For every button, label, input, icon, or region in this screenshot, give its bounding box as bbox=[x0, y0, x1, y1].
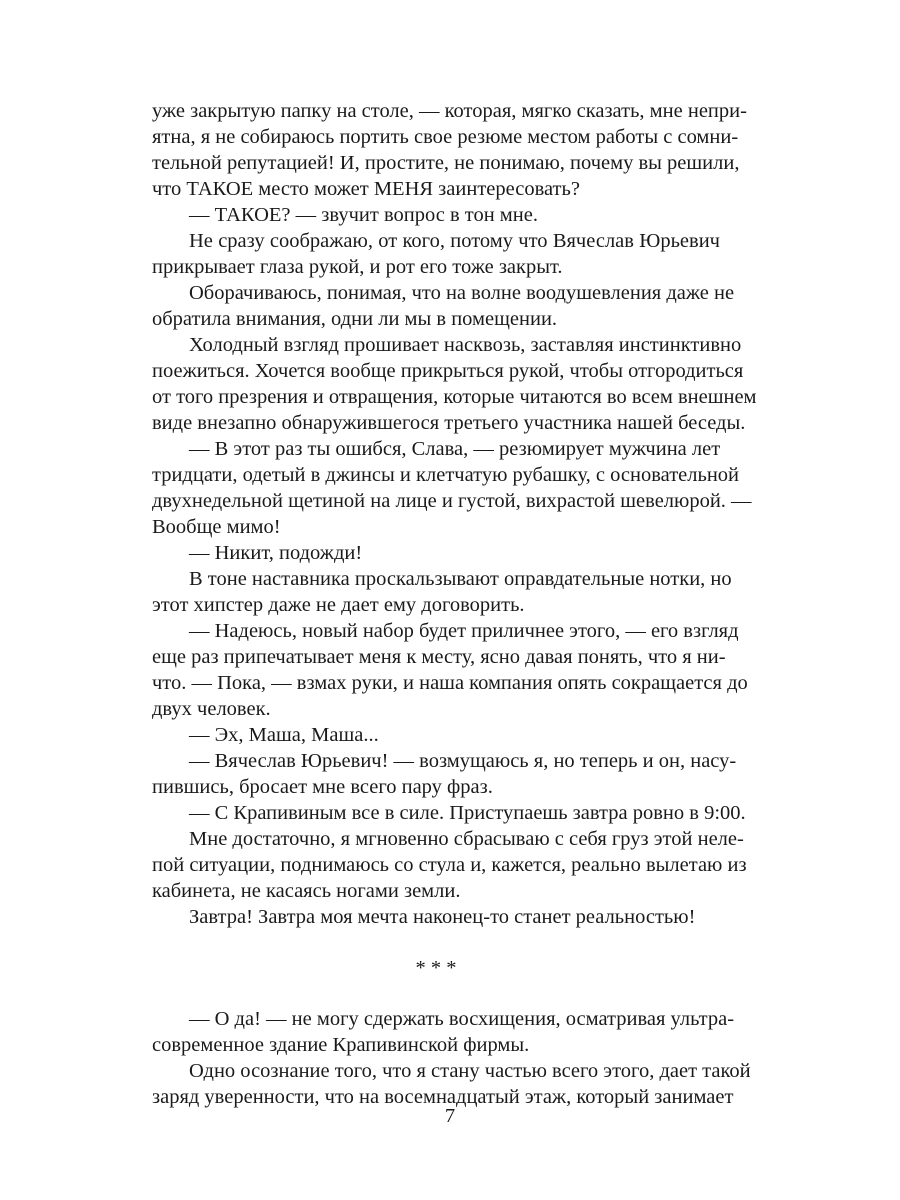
text-line: — ТАКОЕ? — звучит вопрос в тон мне. bbox=[189, 204, 538, 226]
text-line: двухнедельной щетиной на лице и густой, вихрастой шевелюрой. — bbox=[152, 490, 752, 512]
text-line: современное здание Крапивинской фирмы. bbox=[152, 1034, 530, 1056]
text-line: Оборачиваюсь, понимая, что на волне воодушевления даже не bbox=[189, 282, 735, 304]
section-separator: * * * bbox=[415, 957, 457, 979]
text-line: — С Крапивиным все в силе. Приступаешь завтра ровно в 9:00. bbox=[189, 802, 746, 824]
text-line: от того презрения и отвращения, которые читаются во всем внешнем bbox=[152, 386, 757, 408]
text-line: пившись, бросает мне всего пару фраз. bbox=[152, 776, 493, 798]
text-line: Вообще мимо! bbox=[152, 516, 281, 538]
text-line: Одно осознание того, что я стану частью всего этого, дает такой bbox=[189, 1060, 751, 1082]
text-line: этот хипстер даже не дает ему договорить. bbox=[152, 594, 525, 616]
text-line: Завтра! Завтра моя мечта наконец-то станет реальностью! bbox=[189, 906, 696, 928]
text-line: уже закрытую папку на столе, — которая, мягко сказать, мне непри- bbox=[152, 100, 747, 122]
text-line: заряд уверенности, что на восемнадцатый этаж, который занимает bbox=[152, 1086, 734, 1108]
text-line: — Надеюсь, новый набор будет приличнее этого, — его взгляд bbox=[189, 620, 739, 642]
page-number: 7 bbox=[444, 1105, 456, 1127]
page-body bbox=[152, 98, 757, 1110]
text-line: тридцати, одетый в джинсы и клетчатую рубашку, с основательной bbox=[152, 464, 740, 486]
text-line: Холодный взгляд прошивает насквозь, заставляя инстинктивно bbox=[189, 334, 742, 356]
text-line: еще раз припечатывает меня к месту, ясно давая понять, что я ни- bbox=[152, 646, 726, 668]
text-line: что. — Пока, — взмах руки, и наша компания опять сокращается до bbox=[152, 672, 748, 694]
text-line: — О да! — не могу сдержать восхищения, осматривая ультра- bbox=[189, 1008, 735, 1030]
text-line: кабинета, не касаясь ногами земли. bbox=[152, 880, 461, 902]
text-line: — Вячеслав Юрьевич! — возмущаюсь я, но теперь и он, насу- bbox=[189, 750, 737, 772]
text-line: виде внезапно обнаружившегося третьего участника нашей беседы. bbox=[152, 412, 746, 434]
text-line: что ТАКОЕ место может МЕНЯ заинтересовать? bbox=[152, 178, 580, 200]
text-line: Не сразу соображаю, от кого, потому что Вячеслав Юрьевич bbox=[189, 230, 720, 252]
text-line: ятна, я не собираюсь портить свое резюме местом работы с сомни- bbox=[152, 126, 739, 148]
text-line: В тоне наставника проскальзывают оправдательные нотки, но bbox=[189, 568, 732, 590]
text-line: тельной репутацией! И, простите, не понимаю, почему вы решили, bbox=[152, 152, 740, 174]
text-line: поежиться. Хочется вообще прикрыться рукой, чтобы отгородиться bbox=[152, 360, 744, 382]
text-line: пой ситуации, поднимаюсь со стула и, кажется, реально вылетаю из bbox=[152, 854, 747, 876]
text-line: — Эх, Маша, Маша... bbox=[189, 724, 379, 746]
text-line: — Никит, подожди! bbox=[189, 542, 363, 564]
text-line: обратила внимания, одни ли мы в помещении. bbox=[152, 308, 558, 330]
text-line: прикрывает глаза рукой, и рот его тоже закрыт. bbox=[152, 256, 563, 278]
text-line: двух человек. bbox=[152, 698, 271, 720]
text-line: Мне достаточно, я мгновенно сбрасываю с себя груз этой неле- bbox=[189, 828, 744, 850]
text-line: — В этот раз ты ошибся, Слава, — резюмирует мужчина лет bbox=[189, 438, 721, 460]
